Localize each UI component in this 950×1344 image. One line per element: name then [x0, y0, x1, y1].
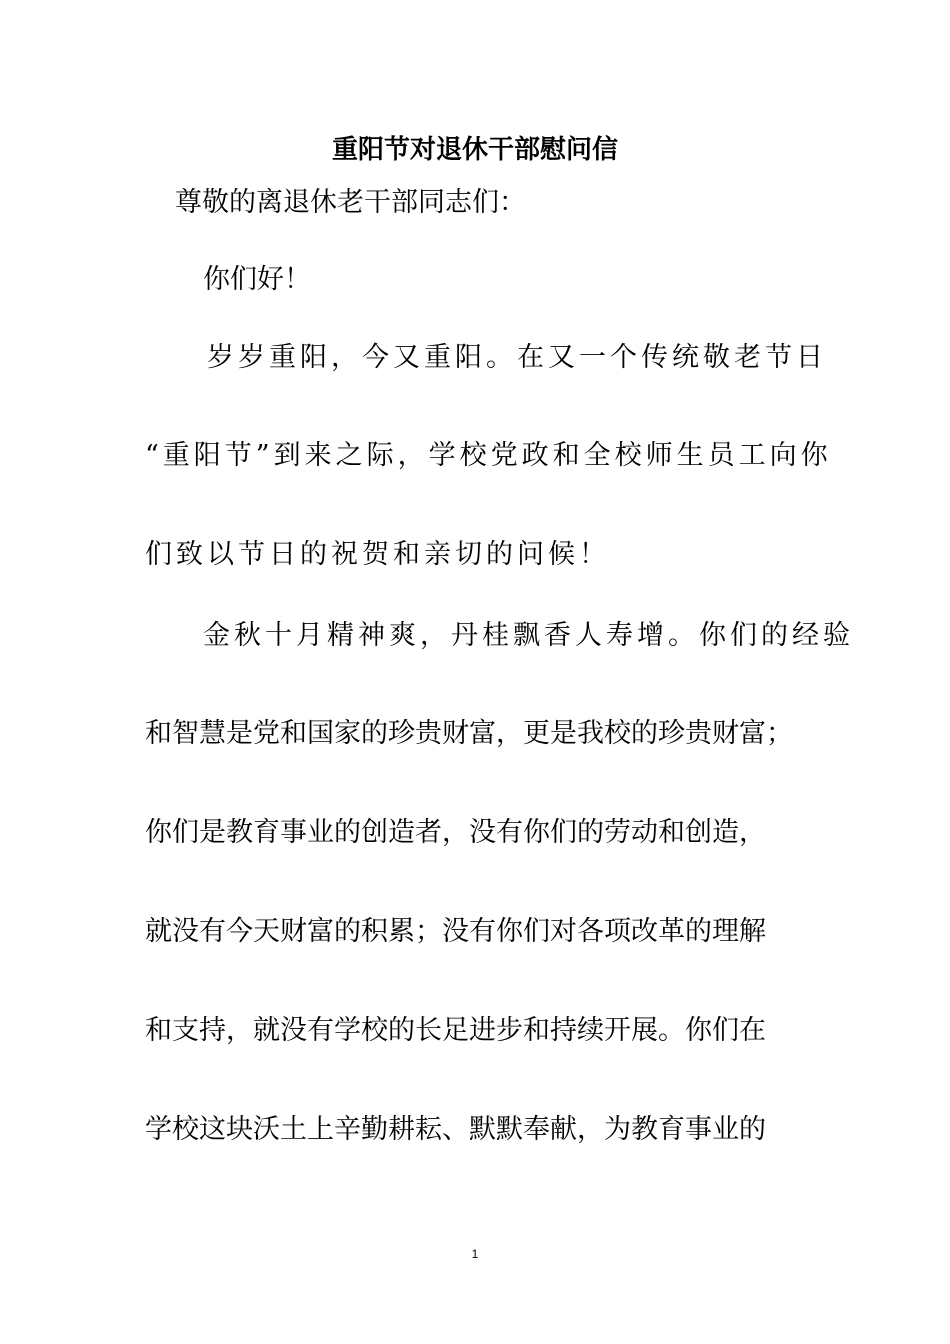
- body-line-7: 就没有今天财富的积累；没有你们对各项改革的理解: [145, 916, 766, 947]
- body-line-6: 你们是教育事业的创造者，没有你们的劳动和创造，: [145, 817, 766, 848]
- body-line-3: 们致以节日的祝贺和亲切的问候！: [145, 539, 610, 570]
- salutation: 尊敬的离退休老干部同志们：: [175, 187, 526, 218]
- body-line-9: 学校这块沃土上辛勤耕耘、默默奉献，为教育事业的: [145, 1114, 766, 1145]
- body-line-8: 和支持，就没有学校的长足进步和持续开展。你们在: [145, 1015, 766, 1046]
- body-line-5: 和智慧是党和国家的珍贵财富，更是我校的珍贵财富；: [145, 718, 793, 749]
- page-number: 1: [471, 1247, 479, 1261]
- body-line-2: “重阳节”到来之际，学校党政和全校师生员工向你: [145, 440, 832, 471]
- greeting: 你们好！: [203, 264, 311, 295]
- document-title: 重阳节对退休干部慰问信: [331, 135, 618, 165]
- body-line-1: 岁岁重阳，今又重阳。在又一个传统敬老节日: [207, 342, 827, 373]
- body-line-4: 金秋十月精神爽，丹桂飘香人寿增。你们的经验: [203, 620, 854, 651]
